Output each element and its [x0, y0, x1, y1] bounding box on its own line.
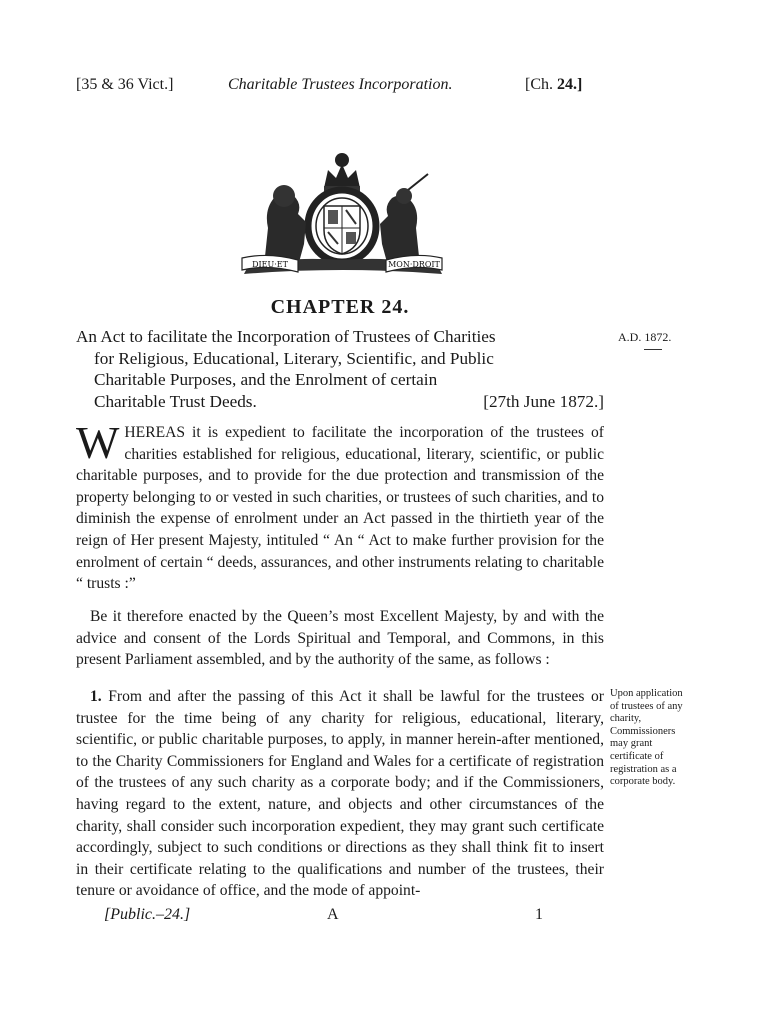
long-title-line-4: [76, 391, 604, 413]
section-1-number: 1.: [90, 688, 102, 705]
motto-right: MON·DROIT: [388, 260, 440, 269]
page-number: 1: [535, 906, 543, 923]
footer-signature-mark: A: [327, 906, 339, 923]
section-1: [76, 686, 604, 902]
long-title-line-1: An Act to facilitate the Incorporation of Trustees of Charities: [76, 327, 496, 346]
long-title-line-3: Charitable Purposes, and the Enrolment of certain: [94, 370, 438, 389]
royal-coat-of-arms-icon: [228, 148, 456, 280]
preamble-text: HEREAS it is expedient to facilitate the incorporation of the trustees of charities established for religious, educational, literary, scientific, or public charitable purposes, and to provide for the due protection and transmission of the property belonging to or vested in such charities, or trustees of such charities, and to diminish the expense of enrolment under an Act passed in the thirtieth year of the reign of Her present Majesty, intituled “ An “ Act to make further provision for the enrolment of certain “ deeds, assurances, and other instruments relating to charitable “ trusts :”: [76, 424, 604, 593]
chapter-ref-prefix: [Ch.: [525, 76, 553, 93]
drop-cap: W: [76, 417, 120, 468]
running-head-chapter: [525, 76, 582, 94]
long-title: [76, 326, 604, 412]
preamble: [76, 417, 604, 595]
chapter-ref-number: 24.]: [557, 76, 583, 93]
side-date-rule: [644, 349, 662, 350]
running-head-session: [35 & 36 Vict.]: [76, 76, 174, 93]
footer-public-ref: [Public.–24.]: [104, 906, 191, 923]
long-title-line-4-text: Charitable Trust Deeds.: [94, 391, 257, 411]
long-title-line-2: for Religious, Educational, Literary, Scientific, and Public: [94, 348, 494, 368]
side-date: A.D. 1872.: [618, 330, 672, 344]
royal-assent-date: [27th June 1872.]: [483, 391, 604, 411]
motto-left: DIEU·ET: [252, 260, 288, 269]
running-head-title: Charitable Trustees Incorporation.: [228, 76, 453, 93]
marginal-note: Upon application of trustees of any charity, Commissioners may grant certificate of registration as a corporate body.: [610, 688, 683, 788]
enacting-clause: Be it therefore enacted by the Queen’s most Excellent Majesty, by and with the advice and consent of the Lords Spiritual and Temporal, and Commons, in this present Parliament assembled, and by the authority of the same, as follows :: [76, 608, 604, 669]
section-1-text: From and after the passing of this Act it shall be lawful for the trustees or trustee for the time being of any charity for religious, educational, literary, scientific, or public charitable purposes, to apply, in manner herein-after mentioned, to the Charity Commissioners for England and Wales for a certificate of registration of the trustees of any such charity as a corporate body; and if the Commissioners, having regard to the extent, nature, and objects and other circumstances of the charity, shall consider such incorporation expedient, they may grant such certificate accordingly, subject to such conditions or directions as they shall think fit to insert in their certificate relating to the qualifications and number of the trustees, their tenure or avoidance of office, and the mode of appoint-: [76, 688, 604, 900]
chapter-heading: CHAPTER 24.: [270, 296, 410, 318]
